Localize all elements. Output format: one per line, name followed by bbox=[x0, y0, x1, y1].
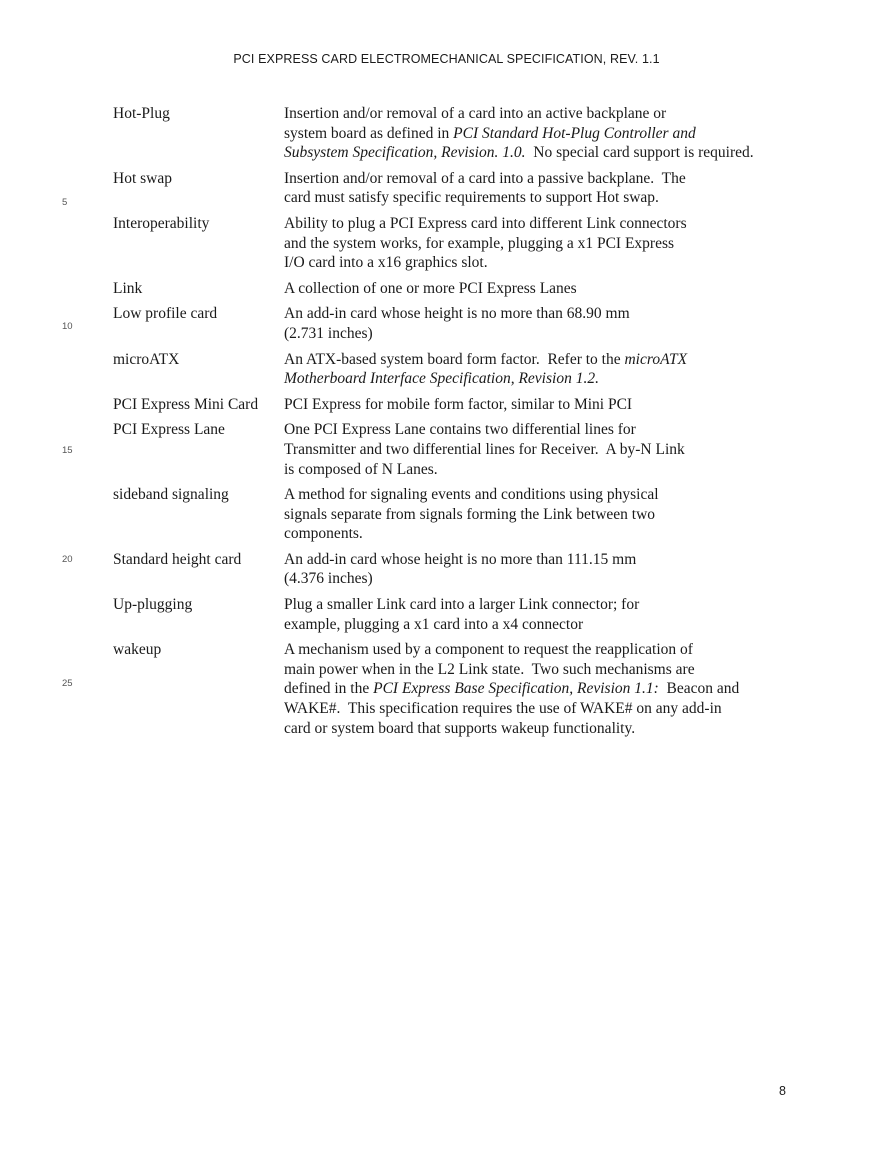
definition-line bbox=[284, 169, 779, 189]
definition-text: An add-in card whose height is no more than 68.90 mm bbox=[284, 305, 630, 323]
line-number: 5 bbox=[62, 197, 68, 208]
glossary-entry bbox=[0, 485, 893, 544]
definition-text: An ATX-based system board form factor. Refer to the bbox=[284, 350, 625, 368]
glossary-definition bbox=[284, 350, 779, 389]
glossary-entry bbox=[0, 279, 893, 299]
glossary-term: Interoperability bbox=[113, 214, 210, 232]
definition-line bbox=[284, 188, 779, 208]
glossary-term: sideband signaling bbox=[113, 486, 229, 504]
definition-text: and the system works, for example, plugging a x1 PCI Express bbox=[284, 234, 675, 252]
italic-citation: Motherboard Interface Specification, Revision 1.2. bbox=[284, 370, 599, 388]
definition-line bbox=[284, 279, 779, 299]
glossary-term: Hot-Plug bbox=[113, 105, 170, 122]
glossary-definition bbox=[284, 420, 779, 479]
definition-line bbox=[284, 234, 779, 254]
definition-line bbox=[284, 350, 779, 370]
italic-citation: microATX bbox=[624, 350, 688, 368]
definition-text: A method for signaling events and conditions using physical bbox=[284, 486, 659, 504]
definition-line bbox=[284, 550, 779, 570]
line-number: 15 bbox=[62, 445, 73, 456]
definition-text: An add-in card whose height is no more than 111.15 mm bbox=[284, 550, 637, 568]
glossary-definition bbox=[284, 104, 779, 163]
page-number: 8 bbox=[779, 1084, 786, 1098]
definition-text: (2.731 inches) bbox=[284, 324, 373, 342]
definition-text: No special card support is required. bbox=[525, 144, 754, 162]
definition-line bbox=[284, 143, 779, 163]
definition-text: One PCI Express Lane contains two differential lines for bbox=[284, 421, 636, 439]
definition-line bbox=[284, 524, 779, 544]
definition-text: Beacon and bbox=[658, 680, 740, 698]
glossary-entry bbox=[0, 395, 893, 415]
definition-line bbox=[284, 420, 779, 440]
definition-text: A collection of one or more PCI Express Lanes bbox=[284, 279, 577, 297]
glossary-entry bbox=[0, 214, 893, 273]
glossary-term: Standard height card bbox=[113, 550, 242, 568]
italic-citation: PCI Standard Hot-Plug Controller and bbox=[453, 124, 696, 142]
glossary-entry bbox=[0, 550, 893, 589]
glossary-entry bbox=[0, 350, 893, 389]
definition-line bbox=[284, 569, 779, 589]
definition-line bbox=[284, 369, 779, 389]
definition-text: components. bbox=[284, 525, 363, 543]
definition-line bbox=[284, 395, 779, 415]
glossary-term: Low profile card bbox=[113, 305, 218, 323]
italic-citation: PCI Express Base Specification, Revision 1.1: bbox=[373, 680, 659, 698]
definition-line bbox=[284, 324, 779, 344]
glossary-entry bbox=[0, 420, 893, 479]
definition-text: A mechanism used by a component to request the reapplication of bbox=[284, 641, 693, 659]
definition-line bbox=[284, 104, 779, 124]
definition-line bbox=[284, 615, 779, 635]
definition-text: Insertion and/or removal of a card into a passive backplane. The bbox=[284, 169, 686, 187]
definition-line bbox=[284, 660, 779, 680]
glossary-definition bbox=[284, 640, 779, 738]
line-number: 20 bbox=[62, 554, 73, 565]
definition-line bbox=[284, 505, 779, 525]
definition-line bbox=[284, 719, 779, 739]
glossary-term: wakeup bbox=[113, 641, 162, 659]
definition-text: I/O card into a x16 graphics slot. bbox=[284, 254, 488, 272]
line-number: 10 bbox=[62, 321, 73, 332]
definition-text: PCI Express for mobile form factor, similar to Mini PCI bbox=[284, 395, 633, 413]
definition-line bbox=[284, 595, 779, 615]
glossary-term: Link bbox=[113, 279, 143, 297]
glossary-entry bbox=[0, 169, 893, 208]
glossary-entry bbox=[0, 640, 893, 738]
glossary-definition bbox=[284, 595, 779, 634]
definition-text: example, plugging a x1 card into a x4 connector bbox=[284, 615, 584, 633]
definition-text: Transmitter and two differential lines for Receiver. A by-N Link bbox=[284, 440, 685, 458]
glossary-definition bbox=[284, 214, 779, 273]
definition-text: card or system board that supports wakeup functionality. bbox=[284, 719, 636, 737]
definition-text: Ability to plug a PCI Express card into different Link connectors bbox=[284, 214, 687, 232]
glossary-term: microATX bbox=[113, 350, 180, 368]
glossary-definition bbox=[284, 304, 779, 343]
definition-line bbox=[284, 214, 779, 234]
glossary-entry bbox=[0, 104, 893, 163]
glossary-list bbox=[0, 104, 893, 744]
definition-text: (4.376 inches) bbox=[284, 570, 373, 588]
definition-text: card must satisfy specific requirements to support Hot swap. bbox=[284, 189, 659, 207]
glossary-definition bbox=[284, 279, 779, 299]
definition-text: signals separate from signals forming the Link between two bbox=[284, 505, 656, 523]
glossary-term: PCI Express Lane bbox=[113, 421, 225, 439]
definition-line bbox=[284, 253, 779, 273]
definition-line bbox=[284, 679, 779, 699]
definition-text: defined in the bbox=[284, 680, 374, 698]
glossary-definition bbox=[284, 550, 779, 589]
definition-text: Insertion and/or removal of a card into an active backplane or bbox=[284, 105, 667, 122]
definition-line bbox=[284, 124, 779, 144]
glossary-term: Up-plugging bbox=[113, 596, 193, 614]
definition-text: is composed of N Lanes. bbox=[284, 460, 438, 478]
glossary-definition bbox=[284, 395, 779, 415]
definition-text: Plug a smaller Link card into a larger Link connector; for bbox=[284, 596, 640, 614]
definition-line bbox=[284, 485, 779, 505]
glossary-definition bbox=[284, 485, 779, 544]
definition-line bbox=[284, 640, 779, 660]
definition-line bbox=[284, 304, 779, 324]
glossary-term: Hot swap bbox=[113, 169, 172, 187]
running-header: PCI EXPRESS CARD ELECTROMECHANICAL SPECIFICATION, REV. 1.1 bbox=[233, 52, 660, 66]
definition-line bbox=[284, 440, 779, 460]
italic-citation: Subsystem Specification, Revision. 1.0. bbox=[284, 144, 526, 162]
glossary-term: PCI Express Mini Card bbox=[113, 395, 259, 413]
glossary-entry bbox=[0, 304, 893, 343]
definition-text: main power when in the L2 Link state. Two such mechanisms are bbox=[284, 660, 695, 678]
line-number: 25 bbox=[62, 678, 73, 689]
definition-line bbox=[284, 699, 779, 719]
definition-line bbox=[284, 460, 779, 480]
glossary-definition bbox=[284, 169, 779, 208]
definition-text: system board as defined in bbox=[284, 124, 454, 142]
glossary-entry bbox=[0, 595, 893, 634]
definition-text: WAKE#. This specification requires the use of WAKE# on any add-in bbox=[284, 700, 722, 718]
